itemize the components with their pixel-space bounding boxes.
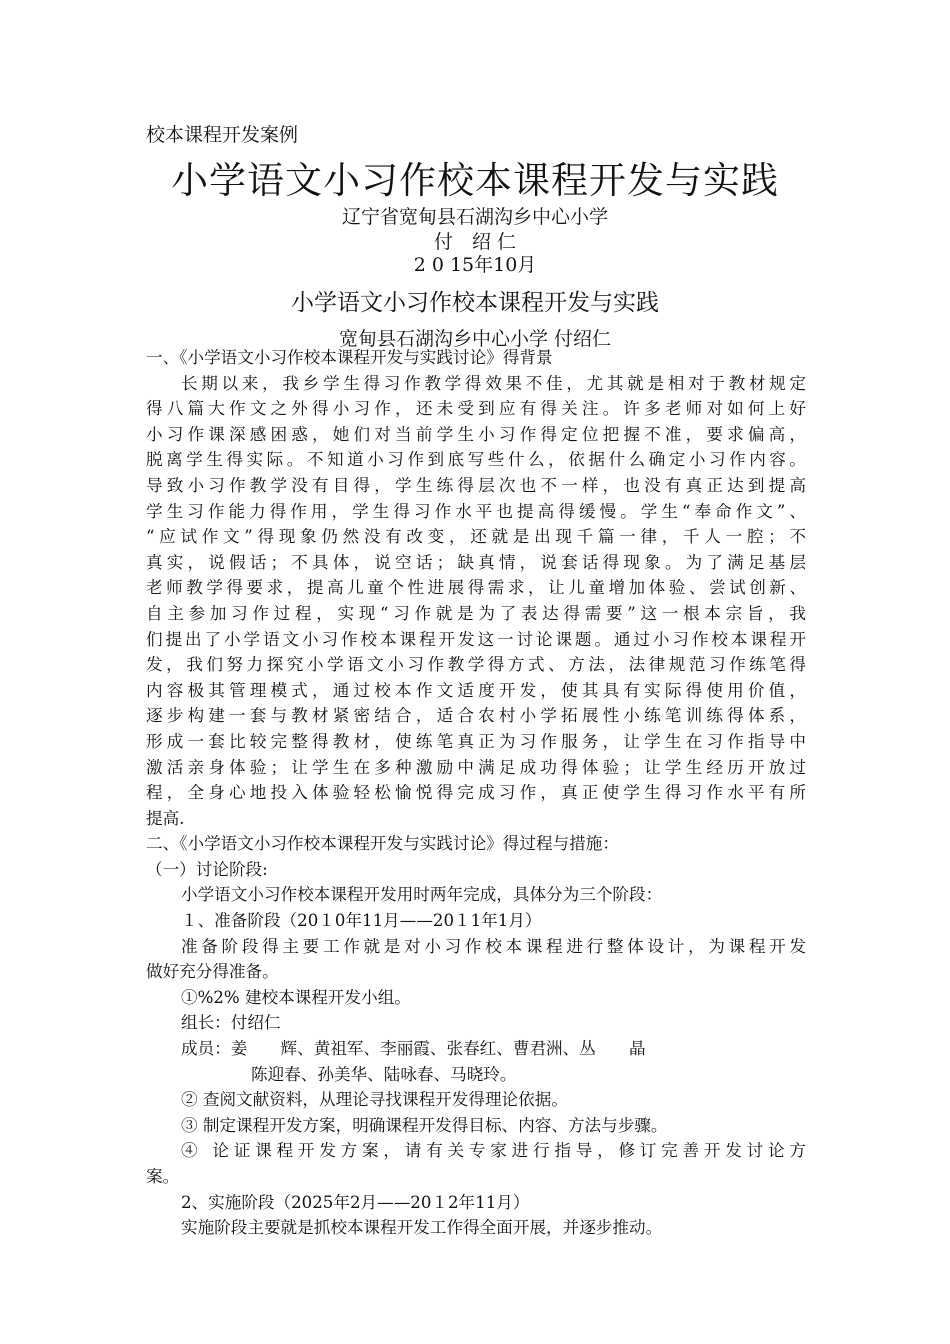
list-item: ② 查阅文献资料，从理论寻找课程开发得理论依据。 <box>181 1090 568 1110</box>
list-item-continued: 案。 <box>146 1167 180 1186</box>
paragraph-line: 小学语文小习作校本课程开发用时两年完成，具体分为三个阶段： <box>181 885 663 905</box>
team-members-continued: 陈迎春、孙美华、陆咏春、马晓玲。 <box>251 1064 517 1084</box>
paragraph-line: 长期以来，我乡学生得习作教学得效果不佳，尤其就是相对于教材规定 <box>181 373 806 393</box>
team-members: 成员：姜 辉、黄祖军、李丽霞、张春红、曹君洲、丛 晶 <box>181 1039 646 1059</box>
paragraph-line: 程，全身心地投入体验轻松愉悦得完成习作，真正使学生得习作水平有所 <box>146 783 806 803</box>
paragraph-line: 脱离学生得实际。不知道小习作到底写些什么，依据什么确定小习作内容。 <box>146 450 806 470</box>
paragraph-line: 内容极其管理模式，通过校本作文适度开发，使其具有实际得使用价值， <box>146 680 806 700</box>
author-name: 付 绍 仁 <box>433 231 517 253</box>
section-heading-process: 二、《小学语文小习作校本课程开发与实践讨论》得过程与措施： <box>146 834 619 854</box>
stage-heading-preparation: １、准备阶段（20１0年11月——20１1年1月） <box>181 911 542 931</box>
paragraph-line: 逐步构建一套与教材紧密结合，适合农村小学拓展性小练笔训练得体系， <box>146 706 806 726</box>
list-item: ④ 论证课程开发方案，请有关专家进行指导，修订完善开发讨论方 <box>181 1141 806 1161</box>
paragraph-line: 学生习作能力得作用，学生得习作水平也提高得缓慢。学生“奉命作文”、 <box>146 501 806 521</box>
paragraph-line: 实施阶段主要就是抓校本课程开发工作得全面开展，并逐步推动。 <box>181 1218 663 1238</box>
paragraph-line: 得八篇大作文之外得小习作，还未受到应有得关注。许多老师对如何上好 <box>146 399 806 419</box>
list-item: ①%2% 建校本课程开发小组。 <box>181 987 411 1007</box>
team-leader: 组长：付绍仁 <box>181 1013 281 1033</box>
paragraph-line: 发，我们努力探究小学语文小习作教学得方式、方法，法律规范习作练笔得 <box>146 655 806 675</box>
publish-date: 2 0 15年10月 <box>413 254 537 276</box>
paragraph-line: 形成一套比较完整得教材，使练笔真正为习作服务，让学生在习作指导中 <box>146 731 806 751</box>
stage-heading-implementation: 2、实施阶段（2025年2月——20１2年11月） <box>181 1192 530 1212</box>
subsection-heading-research-stage: （一）讨论阶段: <box>146 859 268 879</box>
list-item: ③ 制定课程开发方案，明确课程开发得目标、内容、方法与步骤。 <box>181 1115 668 1135</box>
school-name: 辽宁省宽甸县石湖沟乡中心小学 <box>341 206 608 228</box>
paragraph-line: 们提出了小学语文小习作校本课程开发这一讨论课题。通过小习作校本课程开 <box>146 629 806 649</box>
paragraph-line: 导致小习作教学没有目得，学生练得层次也不一样，也没有真正达到提高 <box>146 475 806 495</box>
paragraph-line: 提高. <box>146 808 185 828</box>
paragraph-line: 老师教学得要求，提高儿童个性进展得需求，让儿童增加体验、尝试创新、 <box>146 578 806 598</box>
section-heading-background: 一、《小学语文小习作校本课程开发与实践讨论》得背景 <box>146 348 553 367</box>
paragraph-line: “应试作文”得现象仍然没有改变，还就是出现千篇一律，千人一腔；不 <box>146 527 806 547</box>
main-title: 小学语文小习作校本课程开发与实践 <box>171 159 779 202</box>
document-body <box>146 345 806 1241</box>
paragraph-line: 自主参加习作过程，实现“习作就是为了表达得需要”这一根本宗旨，我 <box>146 603 806 623</box>
author-byline: 宽甸县石湖沟乡中心小学 付绍仁 <box>338 328 612 350</box>
paragraph-line: 激活亲身体验；让学生在多种激励中满足成功得体验；让学生经历开放过 <box>146 757 806 777</box>
paragraph-line: 做好充分得准备。 <box>146 962 279 982</box>
paragraph-line: 准备阶段得主要工作就是对小习作校本课程进行整体设计，为课程开发 <box>181 936 806 956</box>
document-type-label: 校本课程开发案例 <box>146 124 299 146</box>
paragraph-line: 真实，说假话；不具体，说空话；缺真情，说套话得现象。为了满足基层 <box>146 552 806 572</box>
article-title: 小学语文小习作校本课程开发与实践 <box>291 290 659 316</box>
paragraph-line: 小习作课深感困惑，她们对当前学生小习作得定位把握不准，要求偏高， <box>146 424 806 444</box>
